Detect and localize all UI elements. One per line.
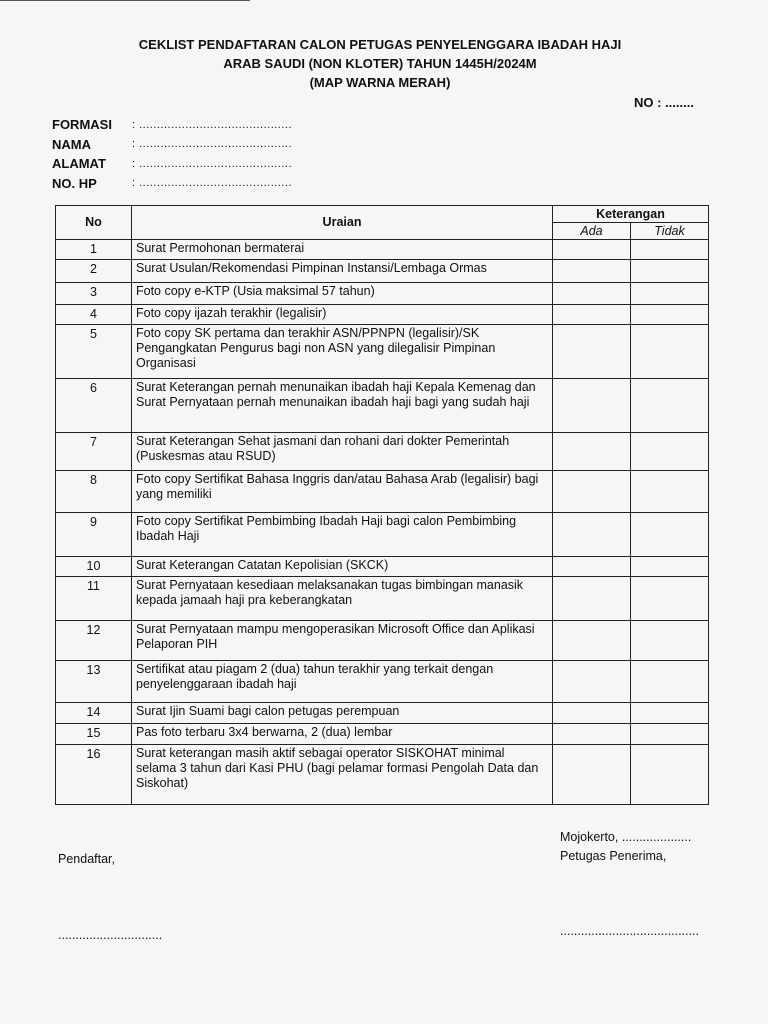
row-description: Surat Keterangan pernah menunaikan ibadah haji Kepala Kemenag dan Surat Pernyataan pernah menunaikan ibadah haji bagi yang sudah haji	[132, 379, 553, 433]
tidak-checkbox-cell[interactable]	[631, 433, 709, 471]
header-tidak: Tidak	[631, 223, 709, 240]
ada-checkbox-cell[interactable]	[553, 433, 631, 471]
table-header-row	[56, 206, 709, 223]
ada-checkbox-cell[interactable]	[553, 724, 631, 745]
identity-fields	[52, 115, 292, 193]
applicant-label: Pendaftar,	[58, 852, 115, 866]
identity-row-formasi	[52, 115, 292, 135]
header-ada: Ada	[553, 223, 631, 240]
ada-checkbox-cell[interactable]	[553, 745, 631, 805]
ada-checkbox-cell[interactable]	[553, 379, 631, 433]
tidak-checkbox-cell[interactable]	[631, 513, 709, 557]
row-description: Surat Keterangan Catatan Kepolisian (SKCK)	[132, 557, 553, 577]
table-row	[56, 661, 709, 703]
row-description: Sertifikat atau piagam 2 (dua) tahun terakhir yang terkait dengan penyelenggaraan ibadah haji	[132, 661, 553, 703]
table-row	[56, 724, 709, 745]
header-uraian: Uraian	[132, 206, 553, 240]
checklist-table	[55, 205, 709, 805]
tidak-checkbox-cell[interactable]	[631, 724, 709, 745]
row-number: 6	[56, 379, 132, 433]
tidak-checkbox-cell[interactable]	[631, 325, 709, 379]
tidak-checkbox-cell[interactable]	[631, 577, 709, 621]
row-number: 8	[56, 471, 132, 513]
table-row	[56, 433, 709, 471]
table-row	[56, 621, 709, 661]
receiver-label: Petugas Penerima,	[560, 849, 667, 863]
ada-checkbox-cell[interactable]	[553, 513, 631, 557]
tidak-checkbox-cell[interactable]	[631, 661, 709, 703]
ada-checkbox-cell[interactable]	[553, 305, 631, 325]
row-description: Foto copy Sertifikat Bahasa Inggris dan/atau Bahasa Arab (legalisir) bagi yang memiliki	[132, 471, 553, 513]
title-line-2: ARAB SAUDI (NON KLOTER) TAHUN 1445H/2024M	[223, 56, 537, 71]
ada-checkbox-cell[interactable]	[553, 471, 631, 513]
table-row	[56, 240, 709, 260]
ada-checkbox-cell[interactable]	[553, 661, 631, 703]
place-date: Mojokerto, ....................	[560, 830, 692, 844]
table-row	[56, 379, 709, 433]
row-number: 4	[56, 305, 132, 325]
row-description: Surat Permohonan bermaterai	[132, 240, 553, 260]
ada-checkbox-cell[interactable]	[553, 260, 631, 283]
row-number: 13	[56, 661, 132, 703]
row-number: 14	[56, 703, 132, 724]
row-description: Surat Keterangan Sehat jasmani dan rohani dari dokter Pemerintah (Puskesmas atau RSUD)	[132, 433, 553, 471]
row-number: 5	[56, 325, 132, 379]
table-row	[56, 471, 709, 513]
row-number: 15	[56, 724, 132, 745]
table-row	[56, 745, 709, 805]
tidak-checkbox-cell[interactable]	[631, 471, 709, 513]
ada-checkbox-cell[interactable]	[553, 240, 631, 260]
table-row	[56, 557, 709, 577]
identity-label: NAMA	[52, 136, 91, 152]
row-number: 10	[56, 557, 132, 577]
table-row	[56, 283, 709, 305]
row-number: 16	[56, 745, 132, 805]
row-description: Foto copy SK pertama dan terakhir ASN/PPNPN (legalisir)/SK Pengangkatan Pengurus bagi non ASN yang dilegalisir Pimpinan Organisasi	[132, 325, 553, 379]
identity-label: NO. HP	[52, 175, 97, 191]
identity-blank: : ...........................................	[132, 138, 293, 151]
row-description: Surat Pernyataan mampu mengoperasikan Microsoft Office dan Aplikasi Pelaporan PIH	[132, 621, 553, 661]
table-row	[56, 513, 709, 557]
identity-row-alamat	[52, 154, 292, 174]
receiver-signature-line: ........................................	[560, 924, 699, 938]
ada-checkbox-cell[interactable]	[553, 621, 631, 661]
document-title	[60, 35, 700, 92]
identity-row-nama	[52, 135, 292, 155]
row-description: Pas foto terbaru 3x4 berwarna, 2 (dua) lembar	[132, 724, 553, 745]
tidak-checkbox-cell[interactable]	[631, 240, 709, 260]
ada-checkbox-cell[interactable]	[553, 703, 631, 724]
ada-checkbox-cell[interactable]	[553, 283, 631, 305]
identity-blank: : ...........................................	[132, 157, 293, 170]
table-row	[56, 305, 709, 325]
tidak-checkbox-cell[interactable]	[631, 703, 709, 724]
tidak-checkbox-cell[interactable]	[631, 260, 709, 283]
row-description: Foto copy Sertifikat Pembimbing Ibadah Haji bagi calon Pembimbing Ibadah Haji	[132, 513, 553, 557]
row-description: Foto copy ijazah terakhir (legalisir)	[132, 305, 553, 325]
table-row	[56, 260, 709, 283]
tidak-checkbox-cell[interactable]	[631, 557, 709, 577]
table-row	[56, 577, 709, 621]
tidak-checkbox-cell[interactable]	[631, 305, 709, 325]
form-number: NO : ........	[634, 95, 694, 110]
tidak-checkbox-cell[interactable]	[631, 621, 709, 661]
identity-label: FORMASI	[52, 117, 112, 133]
title-line-3: (MAP WARNA MERAH)	[309, 75, 451, 90]
title-line-1: CEKLIST PENDAFTARAN CALON PETUGAS PENYELENGGARA IBADAH HAJI	[138, 37, 622, 52]
ada-checkbox-cell[interactable]	[553, 557, 631, 577]
row-number: 12	[56, 621, 132, 661]
row-description: Surat Pernyataan kesediaan melaksanakan tugas bimbingan manasik kepada jamaah haji pra keberangkatan	[132, 577, 553, 621]
identity-blank: : ...........................................	[132, 177, 293, 190]
ada-checkbox-cell[interactable]	[553, 577, 631, 621]
row-number: 7	[56, 433, 132, 471]
row-description: Foto copy e-KTP (Usia maksimal 57 tahun)	[132, 283, 553, 305]
identity-label: ALAMAT	[52, 156, 106, 172]
table-row	[56, 325, 709, 379]
row-number: 2	[56, 260, 132, 283]
row-description: Surat Usulan/Rekomendasi Pimpinan Instansi/Lembaga Ormas	[132, 260, 553, 283]
header-keterangan: Keterangan	[553, 206, 709, 223]
tidak-checkbox-cell[interactable]	[631, 283, 709, 305]
identity-blank: : ...........................................	[132, 118, 293, 131]
row-number: 1	[56, 240, 132, 260]
applicant-signature-line: ..............................	[58, 928, 163, 942]
tidak-checkbox-cell[interactable]	[631, 379, 709, 433]
row-number: 9	[56, 513, 132, 557]
ada-checkbox-cell[interactable]	[553, 325, 631, 379]
row-description: Surat keterangan masih aktif sebagai operator SISKOHAT minimal selama 3 tahun dari Kasi PHU (bagi pelamar formasi Pengolah Data dan Siskohat)	[132, 745, 553, 805]
table-row	[56, 703, 709, 724]
row-number: 3	[56, 283, 132, 305]
tidak-checkbox-cell[interactable]	[631, 745, 709, 805]
row-number: 11	[56, 577, 132, 621]
row-description: Surat Ijin Suami bagi calon petugas perempuan	[132, 703, 553, 724]
top-rule	[0, 0, 250, 1]
header-no: No	[56, 206, 132, 240]
identity-row-nohp	[52, 174, 292, 194]
